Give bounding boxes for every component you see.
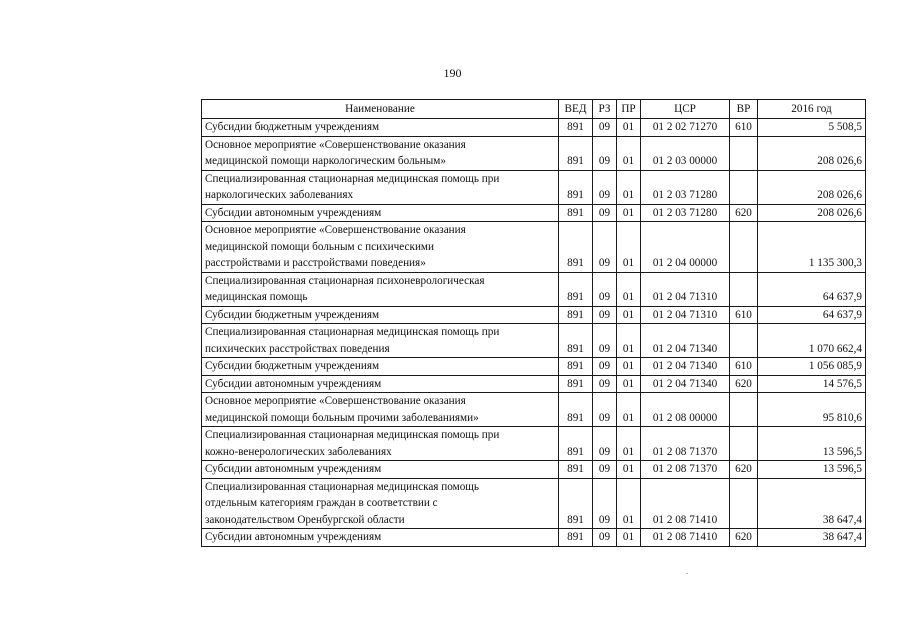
cell-pr: 01 xyxy=(617,222,641,273)
cell-rz: 09 xyxy=(593,222,617,273)
cell-amount: 208 026,6 xyxy=(758,170,866,204)
cell-vr xyxy=(730,478,758,529)
cell-ved: 891 xyxy=(559,119,593,137)
cell-pr: 01 xyxy=(617,272,641,306)
table-row xyxy=(202,222,866,273)
cell-amount: 5 508,5 xyxy=(758,119,866,137)
cell-amount: 1 070 662,4 xyxy=(758,324,866,358)
cell-vr: 620 xyxy=(730,461,758,479)
cell-pr: 01 xyxy=(617,119,641,137)
table-row xyxy=(202,204,866,222)
budget-table xyxy=(201,99,866,547)
page-number: 190 xyxy=(443,66,462,80)
cell-rz: 09 xyxy=(593,204,617,222)
cell-name: Специализированная стационарная медицинская помощь отдельным категориям граждан в соответствии с законодательством Оренбургской области xyxy=(202,478,559,529)
cell-csr: 01 2 03 71280 xyxy=(641,170,730,204)
cell-pr: 01 xyxy=(617,478,641,529)
cell-amount: 208 026,6 xyxy=(758,204,866,222)
cell-csr: 01 2 08 71410 xyxy=(641,529,730,547)
cell-pr: 01 xyxy=(617,358,641,376)
cell-ved: 891 xyxy=(559,529,593,547)
cell-ved: 891 xyxy=(559,272,593,306)
cell-csr: 01 2 04 71310 xyxy=(641,306,730,324)
cell-name: Субсидии бюджетным учреждениям xyxy=(202,358,559,376)
cell-rz: 09 xyxy=(593,306,617,324)
cell-ved: 891 xyxy=(559,136,593,170)
cell-pr: 01 xyxy=(617,461,641,479)
cell-name: Основное мероприятие «Совершенствование оказания медицинской помощи больным с психическими расстройствами и расстройствами поведения» xyxy=(202,222,559,273)
cell-csr: 01 2 08 71410 xyxy=(641,478,730,529)
cell-name: Основное мероприятие «Совершенствование оказания медицинской помощи наркологическим больным» xyxy=(202,136,559,170)
cell-csr: 01 2 03 00000 xyxy=(641,136,730,170)
cell-amount: 38 647,4 xyxy=(758,529,866,547)
cell-amount: 64 637,9 xyxy=(758,306,866,324)
cell-amount: 95 810,6 xyxy=(758,393,866,427)
cell-pr: 01 xyxy=(617,136,641,170)
cell-rz: 09 xyxy=(593,170,617,204)
cell-csr: 01 2 03 71280 xyxy=(641,204,730,222)
cell-rz: 09 xyxy=(593,358,617,376)
table-row xyxy=(202,461,866,479)
cell-ved: 891 xyxy=(559,170,593,204)
cell-rz: 09 xyxy=(593,272,617,306)
header-rz: РЗ xyxy=(593,100,617,119)
cell-rz: 09 xyxy=(593,478,617,529)
header-vr: ВР xyxy=(730,100,758,119)
cell-ved: 891 xyxy=(559,306,593,324)
cell-name: Субсидии автономным учреждениям xyxy=(202,529,559,547)
header-year: 2016 год xyxy=(758,100,866,119)
cell-name: Специализированная стационарная психоневрологическая медицинская помощь xyxy=(202,272,559,306)
header-name: Наименование xyxy=(202,100,559,119)
scan-speck xyxy=(686,573,688,574)
cell-csr: 01 2 04 71340 xyxy=(641,358,730,376)
cell-name: Специализированная стационарная медицинская помощь при психических расстройствах поведения xyxy=(202,324,559,358)
cell-rz: 09 xyxy=(593,393,617,427)
cell-amount: 208 026,6 xyxy=(758,136,866,170)
table-row xyxy=(202,306,866,324)
cell-csr: 01 2 04 71310 xyxy=(641,272,730,306)
header-pr: ПР xyxy=(617,100,641,119)
cell-amount: 13 596,5 xyxy=(758,461,866,479)
cell-name: Субсидии автономным учреждениям xyxy=(202,375,559,393)
cell-pr: 01 xyxy=(617,529,641,547)
cell-vr: 610 xyxy=(730,306,758,324)
cell-csr: 01 2 02 71270 xyxy=(641,119,730,137)
cell-ved: 891 xyxy=(559,427,593,461)
cell-rz: 09 xyxy=(593,324,617,358)
table-row xyxy=(202,272,866,306)
cell-pr: 01 xyxy=(617,427,641,461)
cell-rz: 09 xyxy=(593,427,617,461)
cell-rz: 09 xyxy=(593,529,617,547)
cell-name: Основное мероприятие «Совершенствование оказания медицинской помощи больным прочими заболеваниями» xyxy=(202,393,559,427)
cell-csr: 01 2 08 71370 xyxy=(641,461,730,479)
cell-amount: 13 596,5 xyxy=(758,427,866,461)
cell-vr: 610 xyxy=(730,119,758,137)
cell-rz: 09 xyxy=(593,461,617,479)
cell-ved: 891 xyxy=(559,204,593,222)
cell-vr xyxy=(730,136,758,170)
cell-pr: 01 xyxy=(617,306,641,324)
cell-amount: 64 637,9 xyxy=(758,272,866,306)
cell-name: Специализированная стационарная медицинская помощь при наркологических заболеваниях xyxy=(202,170,559,204)
cell-vr xyxy=(730,272,758,306)
cell-vr xyxy=(730,324,758,358)
cell-ved: 891 xyxy=(559,358,593,376)
cell-ved: 891 xyxy=(559,375,593,393)
cell-rz: 09 xyxy=(593,136,617,170)
header-csr: ЦСР xyxy=(641,100,730,119)
table-row xyxy=(202,529,866,547)
cell-ved: 891 xyxy=(559,461,593,479)
cell-vr xyxy=(730,222,758,273)
cell-vr: 610 xyxy=(730,358,758,376)
cell-name: Субсидии автономным учреждениям xyxy=(202,204,559,222)
cell-csr: 01 2 04 71340 xyxy=(641,324,730,358)
cell-csr: 01 2 04 71340 xyxy=(641,375,730,393)
table-row xyxy=(202,136,866,170)
table-row xyxy=(202,427,866,461)
table-row xyxy=(202,375,866,393)
cell-vr: 620 xyxy=(730,529,758,547)
cell-pr: 01 xyxy=(617,324,641,358)
table-header-row xyxy=(202,100,866,119)
cell-rz: 09 xyxy=(593,375,617,393)
table-row xyxy=(202,170,866,204)
cell-pr: 01 xyxy=(617,170,641,204)
cell-name: Субсидии бюджетным учреждениям xyxy=(202,306,559,324)
cell-vr: 620 xyxy=(730,204,758,222)
cell-rz: 09 xyxy=(593,119,617,137)
cell-name: Субсидии бюджетным учреждениям xyxy=(202,119,559,137)
cell-pr: 01 xyxy=(617,393,641,427)
table-row xyxy=(202,358,866,376)
cell-vr xyxy=(730,393,758,427)
cell-pr: 01 xyxy=(617,375,641,393)
header-ved: ВЕД xyxy=(559,100,593,119)
table-body xyxy=(202,119,866,547)
table-row xyxy=(202,324,866,358)
cell-amount: 1 135 300,3 xyxy=(758,222,866,273)
table-row xyxy=(202,478,866,529)
table-row xyxy=(202,393,866,427)
cell-amount: 1 056 085,9 xyxy=(758,358,866,376)
cell-pr: 01 xyxy=(617,204,641,222)
cell-amount: 14 576,5 xyxy=(758,375,866,393)
cell-vr xyxy=(730,427,758,461)
cell-ved: 891 xyxy=(559,393,593,427)
cell-ved: 891 xyxy=(559,222,593,273)
cell-csr: 01 2 04 00000 xyxy=(641,222,730,273)
cell-ved: 891 xyxy=(559,324,593,358)
table-row xyxy=(202,119,866,137)
cell-vr: 620 xyxy=(730,375,758,393)
cell-name: Специализированная стационарная медицинская помощь при кожно-венерологических заболеваниях xyxy=(202,427,559,461)
cell-vr xyxy=(730,170,758,204)
cell-ved: 891 xyxy=(559,478,593,529)
cell-csr: 01 2 08 71370 xyxy=(641,427,730,461)
cell-amount: 38 647,4 xyxy=(758,478,866,529)
cell-csr: 01 2 08 00000 xyxy=(641,393,730,427)
cell-name: Субсидии автономным учреждениям xyxy=(202,461,559,479)
